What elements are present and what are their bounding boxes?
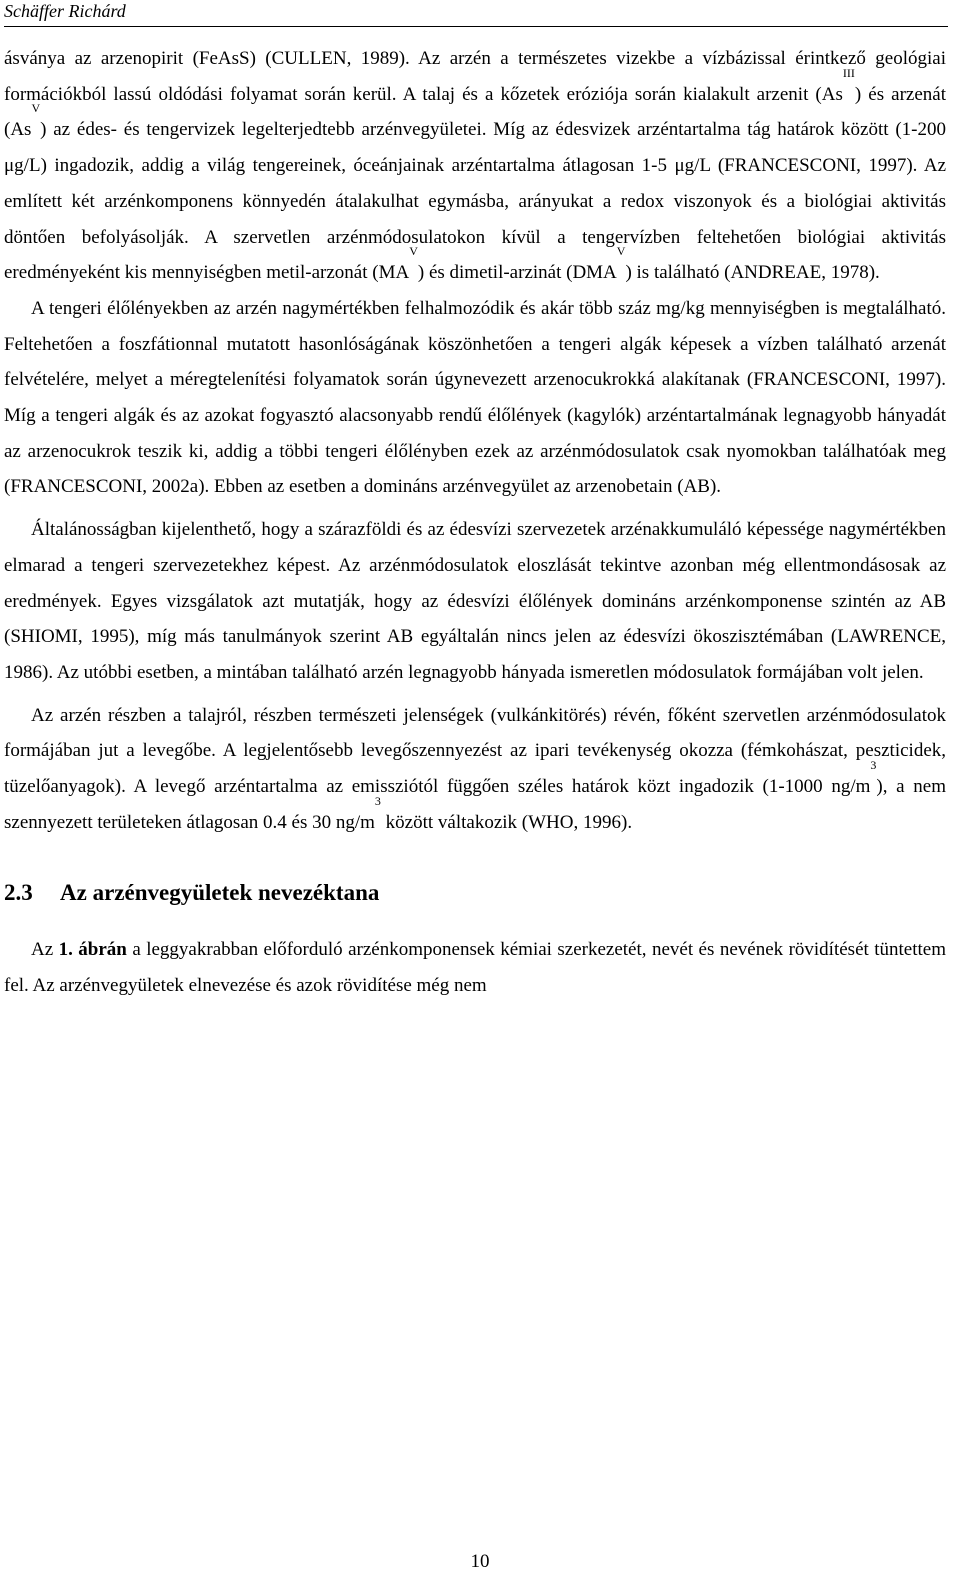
paragraph-3: Általánosságban kijelenthető, hogy a szárazföldi és az édesvízi szervezetek arzénakkumuláló képessége nagymértékben elmarad a tengeri szervezetekhez képest. Az arzénmódosulatok eloszlását tekintve azonban még ellentmondásosak az eredmények. Egyes vizsgálatok azt mutatják, hogy az édesvízi élőlények domináns arzénkomponense szintén az AB (SHIOMI, 1995), míg más tanulmányok szerint AB egyáltalán nincs jelen az édesvízi ökoszisztémában (LAWRENCE, 1986). Az utóbbi esetben, a mintában található arzén legnagyobb hányada ismeretlen módosulatok formájában volt jelen. <box>4 519 946 683</box>
page-body <box>4 41 946 1004</box>
paragraph-2: A tengeri élőlényekben az arzén nagymértékben felhalmozódik és akár több száz mg/kg mennyiségben is megtalálható. Feltehetően a foszfátionnal mutatott hasonlóságának köszönhetően a tengeri algák képesek a vízben található arzenát felvételére, melyet a méregtelenítési folyamatok során úgynevezett arzenocukrokká alakítanak (FRANCESCONI, 1997). Míg a tengeri algák és az azokat fogyasztó alacsonyabb rendű élőlények (kagylók) arzéntartalmának legnagyobb hányadát az arzenocukrok teszik ki, addig a többi tengeri élőlényben ezek az arzénmódosulatok csak nyomokban találhatóak meg (FRANCESCONI, 2002a). Ebben az esetben a domináns arzénvegyület az arzenobetain (AB). <box>4 297 946 498</box>
section-title: Az arzénvegyületek nevezéktana <box>60 880 380 906</box>
paragraph-1: ásványa az arzenopirit (FeAsS) (CULLEN, 1989). Az arzén a természetes vizekbe a vízbázissal érintkező geológiai formációkból lassú oldódási folyamat során kerül. A talaj és a kőzetek eróziója során kialakult arzenit $(As^{III})$ és arzenát $(As^V)$ az édes- és tengervizek legelterjedtebb arzénvegyületei. Míg az édesvizek arzéntartalma tág határok között (1-200 μg/L) ingadozik, addig a világ tengereinek, óceánjainak arzéntartalma átlagosan 1-5 μg/L (FRANCESCONI, 1997). Az említett két arzénkomponens könnyedén átalakulhat egymásba, arányukat a redox viszonyok és a biológiai aktivitás döntően befolyásolják. A szervetlen arzénmódosulatokon kívül a tengervízben feltehetően biológiai aktivitás eredményeként kis mennyiségben metil-arzonát $(MA^V)$ és dimetil-arzinát $(DMA^V)$ is található (ANDREAE, 1978). <box>4 48 947 284</box>
section-heading <box>4 875 946 911</box>
header-author: Schäffer Richárd <box>4 1 126 21</box>
figure-reference: 1. ábrán <box>58 939 127 961</box>
running-header <box>4 0 948 27</box>
page-number: 10 <box>470 1551 490 1572</box>
paragraph-5: Az 1. ábrán a leggyakrabban előforduló arzénkomponensek kémiai szerkezetét, nevét és nevének rövidítését tüntettem fel. Az arzénvegyületek elnevezése és azok rövidítése még nem <box>4 939 946 997</box>
section-number: 2.3 <box>4 880 33 906</box>
paragraph-4: Az arzén részben a talajról, részben természeti jelenségek (vulkánkitörés) révén, főként szervetlen arzénmódosulatok formájában jut a levegőbe. A legjelentősebb levegőszennyezést az ipari tevékenység okozza (fémkohászat, peszticidek, tüzelőanyagok). A levegő arzéntartalma az emissziótól függően széles határok közt ingadozik (1-1000 $ng/m^3$), a nem szennyezett területeken átlagosan 0.4 és 30 $ng/m^3$ között váltakozik (WHO, 1996). <box>4 704 946 833</box>
